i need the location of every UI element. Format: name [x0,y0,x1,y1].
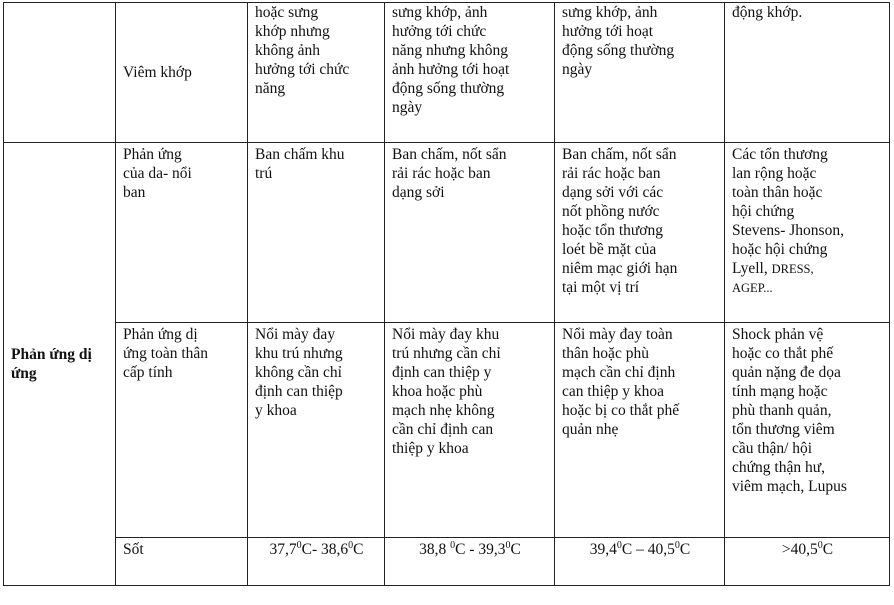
row-label: Phản ứng dị ứng toàn thân cấp tính [116,323,248,538]
grade-4-cell: động khớp. [725,3,890,143]
grade-4-cell: Các tổn thương lan rộng hoặc toàn thân hoặc hội chứng Stevens- Jhonson, hoặc hội chứng Lyell, DRESS, AGEP... [725,143,890,323]
category-cell-top [4,3,116,143]
table-row [4,3,890,143]
table-row [4,323,890,538]
category-cell: Phản ứng dị ứng [4,143,116,586]
row-label: Phản ứng của da- nổi ban [116,143,248,323]
table-row [4,538,890,586]
grade-3-cell: Nổi mày đay toàn thân hoặc phù mạch cần chỉ định can thiệp y khoa hoặc bị co thắt phế quản nhẹ [555,323,725,538]
grade-2-cell: Nổi mày đay khu trú nhưng cần chỉ định can thiệp y khoa hoặc phù mạch nhẹ không cần chỉ định can thiệp y khoa [385,323,555,538]
grade-2-cell: sưng khớp, ảnh hưởng tới chức năng nhưng không ảnh hưởng tới hoạt động sống thường ngày [385,3,555,143]
grade-2-cell: Ban chấm, nốt sẩn rải rác hoặc ban dạng sởi [385,143,555,323]
grade-4-cell: $>40,5^0C$ [725,538,890,586]
grade-3-cell: Ban chấm, nốt sẩn rải rác hoặc ban dạng sởi với các nốt phồng nước hoặc tổn thương loét bề mặt của niêm mạc giới hạn tại một vị trí [555,143,725,323]
grade-1-cell: hoặc sưng khớp nhưng không ảnh hưởng tới chức năng [248,3,385,143]
row-label: Viêm khớp [116,3,248,143]
grade-3-cell: sưng khớp, ảnh hưởng tới hoạt động sống thường ngày [555,3,725,143]
grade-2-cell: 38,8 $^0$C - 39,3$^0$C [385,538,555,586]
grade-1-cell: 37,7$^0$C- 38,6$^0$C [248,538,385,586]
table-row [4,143,890,323]
grade-1-cell: Ban chấm khu trú [248,143,385,323]
grade-3-cell: 39,4$^0$C – 40,5$^0$C [555,538,725,586]
row-label: Sốt [116,538,248,586]
grade-1-cell: Nổi mày đay khu trú nhưng không cần chỉ định can thiệp y khoa [248,323,385,538]
grading-table [3,2,890,586]
grade-4-cell: Shock phản vệ hoặc co thắt phế quản nặng đe dọa tính mạng hoặc phù thanh quản, tổn thương viêm cầu thận/ hội chứng thận hư, viêm mạch, Lupus [725,323,890,538]
